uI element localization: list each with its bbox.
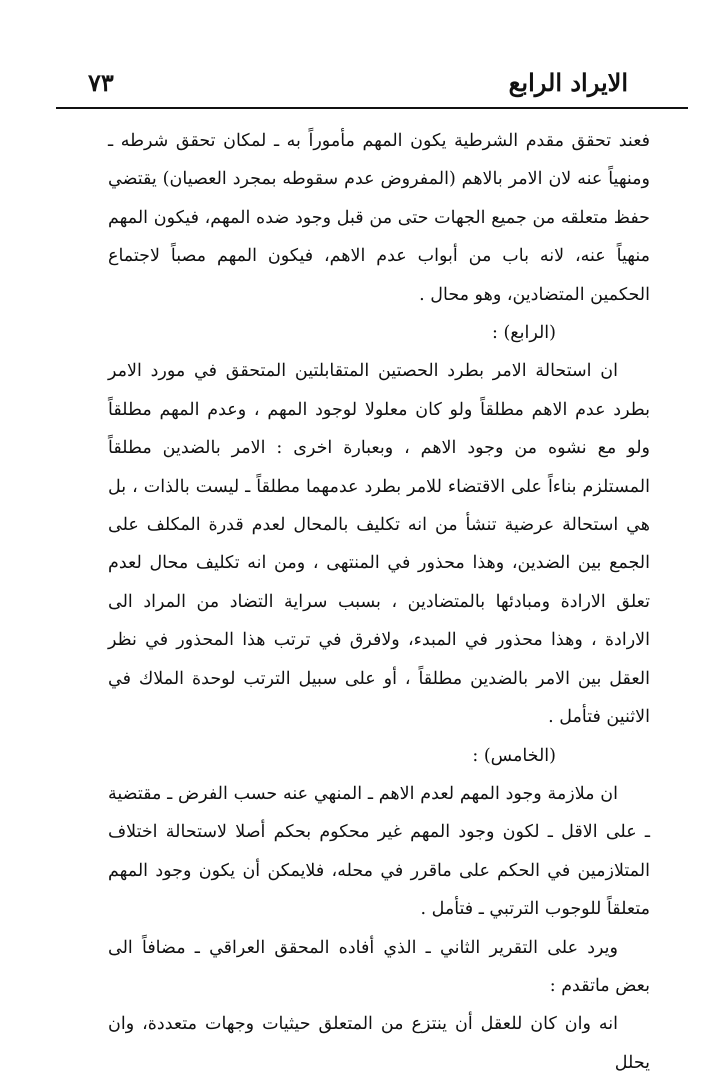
- paragraph: ان ملازمة وجود المهم لعدم الاهم ـ المنهي عنه حسب الفرض ـ مقتضية ـ على الاقل ـ لكون وجود المهم غير محكوم بحكم أصلا لاستحالة اختلاف المتلازمين في الحكم على ماقرر في محله، فلايمكن أن يكون وجود المهم متعلقاً للوجوب الترتبي ـ فتأمل .: [108, 783, 650, 920]
- paragraph: ان استحالة الامر بطرد الحصتين المتقابلتين المتحقق في مورد الامر بطرد عدم الاهم مطلقاً ولو كان معلولا لوجود المهم ، وعدم المهم مطلقاً ولو مع نشوه من وجود الاهم ، وبعبارة اخرى : الامر بالضدين مطلقاً المستلزم بناءاً على الاقتضاء للامر بطرد عدمهما مطلقاً ـ ليست بالذات ، بل هي استحالة عرضية تنشأ من انه تكليف بالمحال لعدم قدرة المكلف على الجمع بين الضدين، وهذا محذور في المنتهى ، ومن انه تكليف محال لعدم تعلق الارادة ومبادئها بالمتضادين ، بسبب سراية التضاد من المراد الى الارادة ، وهذا محذور في المبدء، ولافرق في ترتب هذا المحذور في نظر العقل بين الامر بالضدين مطلقاً ، أو على سبيل الترتب لوحدة الملاك في الاثنين فتأمل .: [108, 361, 650, 728]
- header-rule: [56, 107, 688, 109]
- running-head: [88, 62, 628, 102]
- chapter-title: الايراد الرابع: [508, 67, 628, 97]
- section-heading: (الرابع) :: [491, 323, 556, 344]
- page-number: ٧٣: [88, 67, 114, 97]
- paragraph: ويرد على التقرير الثاني ـ الذي أفاده المحقق العراقي ـ مضافاً الى بعض ماتقدم :: [108, 937, 650, 996]
- body-text: [108, 122, 650, 1082]
- paragraph: فعند تحقق مقدم الشرطية يكون المهم مأموراً به ـ لمكان تحقق شرطه ـ ومنهياً عنه لان الامر بالاهم (المفروض عدم سقوطه بمجرد العصيان) يقتضي حفظ متعلقه من جميع الجهات حتى من قبل وجود ضده المهم، فيكون المهم منهياً عنه، لانه باب من أبواب عدم الاهم، فيكون المهم مصباً لاجتماع الحكمين المتضادين، وهو محال .: [108, 131, 650, 305]
- section-heading: (الخامس) :: [472, 745, 556, 766]
- paragraph: انه وان كان للعقل أن ينتزع من المتعلق حيثيات وجهات متعددة، وان يحلل: [108, 1014, 650, 1073]
